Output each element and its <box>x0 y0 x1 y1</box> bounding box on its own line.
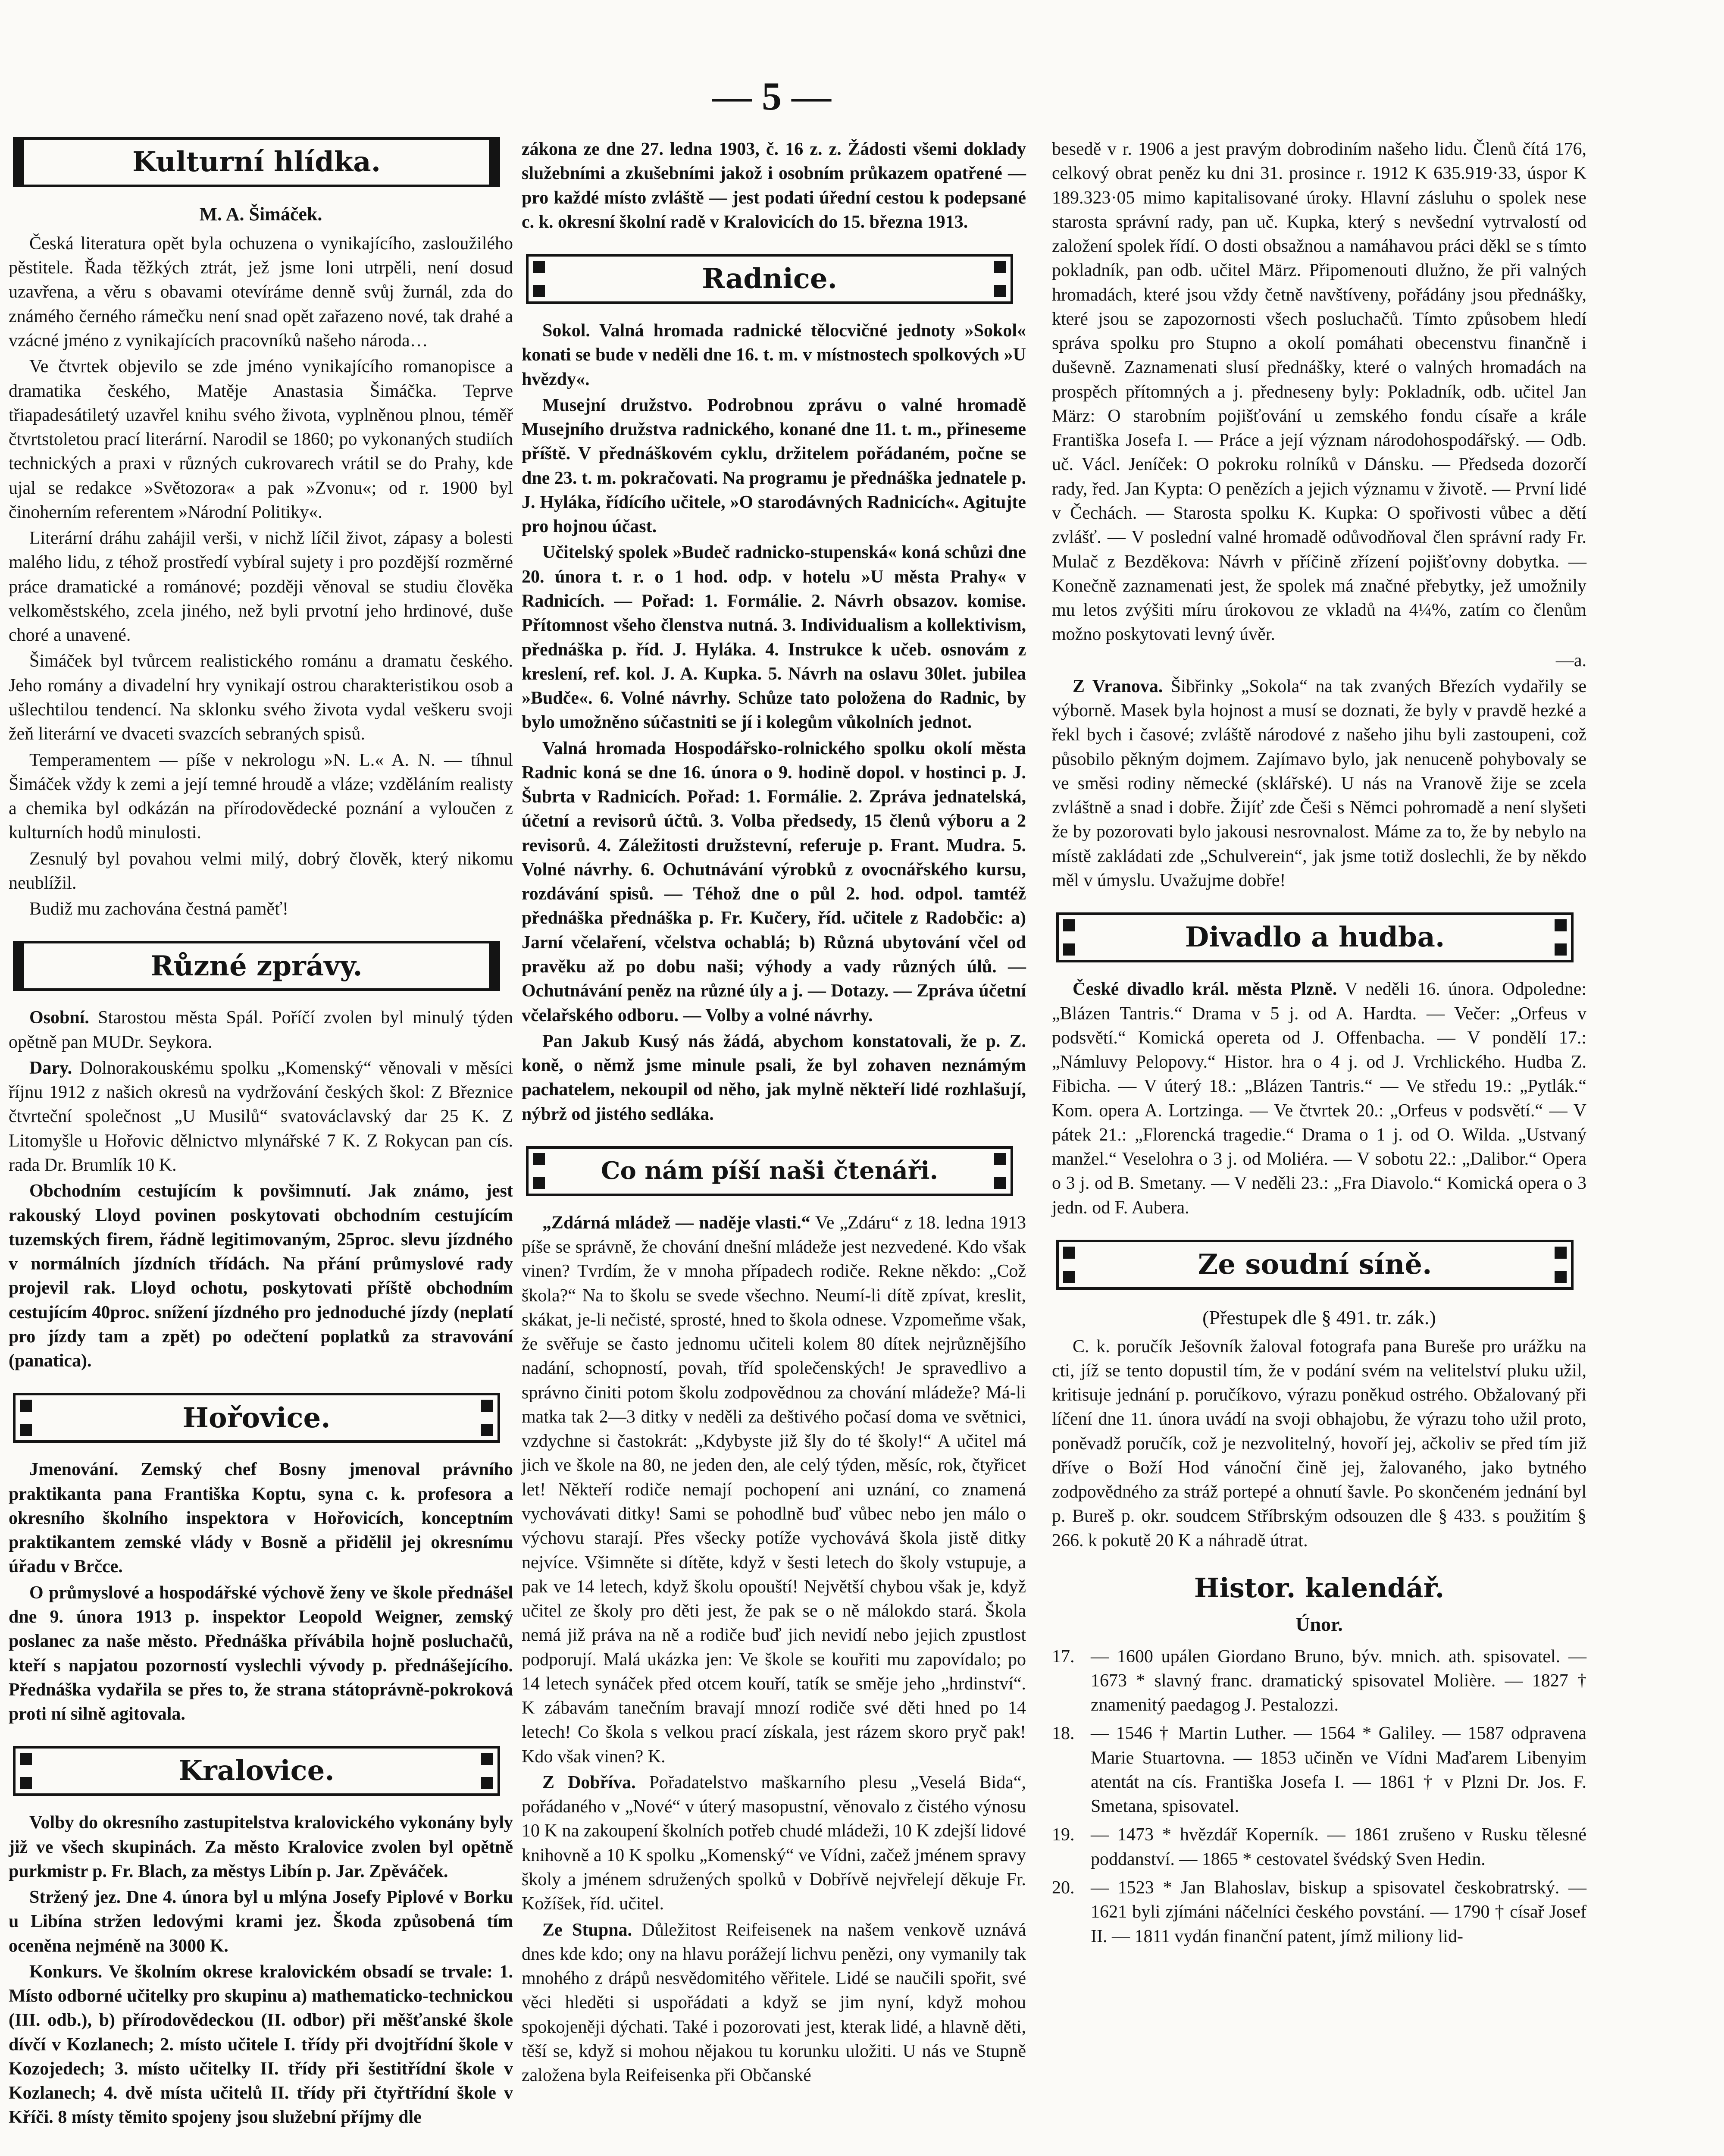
news-item: Musejní družstvo. Podrobnou zprávu o valné hromadě Musejního družstva radnického, konané dne 11. t. m., přineseme příště. V přednáškovém cyklu, držitelem pořádaném, počne se dne 23. t. m. pokračovati. Na programu je přednáška jednatele p. J. Hyláka, řídícího učitele, »O starodávných Radnicích«. Agitujte pro hojnou účast. <box>522 395 1026 537</box>
section-header-ruzne <box>13 941 500 991</box>
paragraph: zákona ze dne 27. ledna 1903, č. 16 z. z. Žádosti všemi doklady služebními a zkušebními jakož i osobním průkazem opatřené — pro každé místo zvláště — jest podati úřední cestou k podepsané c. k. okresní školní radě v Kralovicích do 15. března 1913. <box>522 139 1026 232</box>
calendar-entry: 20. — 1523 * Jan Blahoslav, biskup a spisovatel českobratrský. — 1621 byli zjímáni náčelníci českého povstání. — 1790 † císař Josef II. — 1811 vydán finanční patent, jímž miliony lid- <box>1052 1878 1586 1946</box>
paragraph: Česká literatura opět byla ochuzena o vynikajícího, zasloužilého pěstitele. Řada těžkých ztrát, jež jsme loni utrpěli, není dosud uzavřena, a věru s obavami otevíráme denně svůj žurnál, zda do známého černého rámečku není snad opět zařazeno nové, tak drahé a vzácné jméno z vynikajících pracovníků našeho národa… <box>9 233 513 351</box>
section-title: Ze soudní síně. <box>1198 1248 1432 1281</box>
subheading: (Přestupek dle § 491. tr. zák.) <box>1202 1306 1436 1329</box>
news-item: České divadlo král. města Plzně. V neděli 16. února. Odpoledne: „Blázen Tantris.“ Drama v 5 j. od A. Hardta. — Večer: „Orfeus v podsvětí.“ Komická opereta od J. Offenbacha. — V pondělí 17.: „Námluvy Pelopovy.“ Histor. hra o 4 j. od J. Vrchlického. Hudba Z. Fibicha. — V úterý 18.: „Blázen Tantris.“ — Ve středu 19.: „Pytlák.“ Kom. opera A. Lortzinga. — Ve čtvrtek 20.: „Orfeus v podsvětí.“ — V pátek 21.: „Florencká tragedie.“ Drama o 1 j. od O. Wilda. „Ustvaný manžel.“ Veselohra o 3 j. od Moliéra. — V sobotu 22.: „Dalibor.“ Opera o 3 j. od B. Smetany. — V neděli 23.: „Fra Diavolo.“ Komická opera o 3 jedn. od F. Aubera. <box>1052 979 1587 1218</box>
calendar-title: Histor. kalendář. <box>1194 1572 1445 1604</box>
news-item: Dary. Dolnorakouskému spolku „Komenský“ věnovali v měsíci říjnu 1912 z našich okresů na vydržování českých škol: Z Březnice čtvrteční společnost „U Musilů“ svatováclavský dar 25 K. Z Litomyšle u Hořovic dělnictvo mlynářské 7 K. Z Rokycan pan cís. rada Dr. Brumlík 10 K. <box>9 1058 513 1175</box>
signature: —a. <box>1555 650 1586 671</box>
news-item: Z Vranova. Šibřinky „Sokola“ na tak zvaných Březích vydařily se výborně. Masek byla hojnost a musí se doznati, že byly v pravdě hezké a řekl bych i časové; zvláště národové z našeho jihu byli zastoupeni, což působilo pěkným dojmem. Zajímavo bylo, jak nenuceně pohybovaly se ve směsi rodiny německé (sklářské). U nás na Vranově žije se zcela zvláštně a snad i dobře. Žijíť zde Češi s Němci pohromadě a není slyšeti že by pozorovati bylo jakousi nesrovnalost. Máme za to, že by nebylo na místě zakládati zde „Schulverein“, jak jsme totiž doslechli, že by někdo měl v úmyslu. Uvažujme dobře! <box>1052 676 1587 890</box>
calendar-month: Únor. <box>1295 1613 1343 1635</box>
paragraph: Literární dráhu zahájil verši, v nichž líčil život, zápasy a bolesti malého lidu, z téhož prostředí vybíral sujety i pro pozdější rozměrné práce dramatické a románové; později věnoval se studiu člověka velkoměstského, zcela jiného, než byli prvotní jeho hrdinové, duše choré a unavené. <box>9 528 513 646</box>
section-header-kralovice <box>13 1746 500 1796</box>
news-item: Volby do okresního zastupitelstva kralovického vykonány byly již ve všech skupinách. Za město Kralovice zvolen byl opětně purkmistr p. Fr. Blach, za městys Libín p. Jar. Zpěváček. <box>9 1813 513 1881</box>
column-2 <box>522 137 1026 2089</box>
section-title: Radnice. <box>702 263 837 295</box>
paragraph: Ve čtvrtek objevilo se zde jméno vynikajícího romanopisce a dramatika českého, Matěje Anastasia Šimáčka. Teprve třiapadesátiletý uzavřel knihu svého života, vyplněnou plnou, téměř čtvrtstoletou prací literární. Narodil se 1860; po vykonaných studiích technických a praxi v různých cukrovarech vrátil se do Prahy, kde ujal se redakce »Světozora« a pak »Zvonu«; od r. 1900 byl činoherním referentem »Národní Politiky«. <box>9 357 513 522</box>
column-3 <box>1052 137 1586 1953</box>
section-title: Hořovice. <box>182 1401 331 1434</box>
section-header-kulturni <box>13 137 500 187</box>
news-item: Obchodním cestujícím k povšimnutí. Jak známo, jest rakouský Lloyd povinen poskytovati obchodním cestujícím tuzemských firem, řádně legitimovaným, 25proc. slevu jízdného v normálních jízdních třídách. Na přání průmyslové rady projevil rak. Lloyd ochotu, poskytovati příště obchodním cestujícím 40proc. snížení jízdného pro jednoduché jízdy (neplatí pro jízdy tam a zpět) po odečtení poplatků za stravování (panatica). <box>9 1181 513 1371</box>
paragraph: Budiž mu zachována čestná paměť! <box>29 899 289 919</box>
column-1 <box>9 137 513 2131</box>
calendar-entry: 17. — 1600 upálen Giordano Bruno, býv. mnich. ath. spisovatel. — 1673 * slavný franc. dramatický spisovatel Molière. — 1827 † znamenitý paedagog J. Pestalozzi. <box>1052 1646 1586 1715</box>
news-item: O průmyslové a hospodářské výchově ženy ve škole přednášel dne 9. února 1913 p. inspektor Leopold Weigner, zemský poslanec za naše město. Přednáška přívábila hojně posluchačů, kteří s napjatou pozorností vyslechli vývody p. přednášejícího. Přednáška vydařila se přes to, že strana státoprávně-pokroková proti ní silně agitovala. <box>9 1583 513 1724</box>
paragraph: C. k. poručík Ješovník žaloval fotografa pana Bureše pro urážku na cti, jíž se tento dopustil tím, že v podání svém na velitelství pluku užil, kritisuje jednání p. poručíkovo, výrazu poněkud ostrého. Obžalovaný při líčení dne 11. února uvádí na svoji obhajobu, že výrazu toho užil proto, poněvadž poručík, což je nezvolitelný, hovoří jej, ačkoliv se před tím již dříve o Boží Hod vánoční čině jej, žalovaného, jako bytného zodpovědného za stráž portepé a ohnutí šavle. Po skončeném jednání byl p. Bureš p. okr. soudcem Stříbrským odsouzen dle § 433. s použitím § 266. k pokutě 20 K a náhradě útrat. <box>1052 1336 1586 1551</box>
calendar-entry: 18. — 1546 † Martin Luther. — 1564 * Galiley. — 1587 odpravena Marie Stuartovna. — 1853 učiněn ve Vídni Maďarem Libenyim atentát na cís. Františka Josefa I. — 1861 † v Plzni Dr. Jos. F. Smetana, spisovatel. <box>1052 1724 1586 1817</box>
section-header-soud <box>1056 1240 1574 1290</box>
section-title: Divadlo a hudba. <box>1185 921 1445 954</box>
section-header-divadlo <box>1056 912 1574 962</box>
section-header-radnice <box>526 254 1013 304</box>
news-item: Ze Stupna. Důležitost Reifeisenek na našem venkově uznává dnes kde kdo; ony na hlavu porážejí lichvu penězi, ony vymanily tak mnohého z drápů nesvědomitého věřitele. Lidé se naučili spořit, své věci hleděti si uspořádati a když se jim nyní, když mohou spokojeněji dýchati. Také i pozorovati jest, kterak lidé, a hlavně děti, těší se, když si mohou nějakou tu korunku uložiti. U nás ve Stupně založena byla Reifeisenka při Občanské <box>522 1920 1026 2086</box>
section-title: Kralovice. <box>178 1755 335 1787</box>
paragraph: Temperamentem — píše v nekrologu »N. L.« A. N. — tíhnul Šimáček vždy k zemi a její temné hroudě a vláze; vzděláním realisty a chemika byl odkázán na přírodovědecké poznání a vyloučen z kulturních hodů minulosti. <box>9 750 513 843</box>
paragraph: besedě v r. 1906 a jest pravým dobrodiním našeho lidu. Členů čítá 176, celkový obrat peněz ku dni 31. prosince r. 1912 K 635.919·33, úspor K 189.323·05 mimo kapitalisované úroky. Hlavní zásluhu o spolek nese starosta správní rady, pan uč. Kupka, který s nevšední vytrvalostí od založení spolek řídí. O dosti obsažnou a namáhavou práci děkl se s tímto pokladník, pan odb. učitel März. Připomenouti dlužno, že při valných hromadách, které jsou vždy četně navštíveny, pořádány jsou přednášky, které jsou se zapozornosti všech posluchačů. Tímto způsobem hledí správa spolku pro Stupno a okolí pomáhati obecenstvu finančně i duševně. Zaznamenati slusí přednášky, které o valných hromadách na prospěch přítomných a j. předneseny byly: Pokladník, odb. učitel Jan März: O starobním pojišťování u zemského fondu císaře a krále Františka Josefa I. — Práce a její význam národohospodářský. — Odb. uč. Václ. Jeníček: O pokroku rolníků v Dánsku. — Předseda dozorčí rady, řed. Jan Kypta: O penězích a jejich významu v životě. — První lidé v Čechách. — Starosta spolku K. Kupka: O spořivosti vůbec a dětí zvlášť. — V poslední valné hromadě odůvodňoval člen správní rady Fr. Mulač z Bezděkova: Návrh v příčině zřízení pojišťovny dobytka. — Konečně zaznamenati jest, že spolek má značné přebytky, jež umožnily mu letos zvýšiti míru úrokovou ze vkladů na 4¼%, zatím co členům možno poskytovati levný úvěr. <box>1052 139 1586 645</box>
news-item: Valná hromada Hospodářsko-rolnického spolku okolí města Radnic koná se dne 16. února o 9. hodině dopol. v hostinci p. J. Šubrta v Radnicích. Pořad: 1. Formálie. 2. Zpráva jednatelská, účetní a revisorů účtů. 3. Volba předsedy, 15 členů výboru a 2 revisorů. 4. Záležitosti družstevní, referuje p. Frant. Mudra. 5. Volné návrhy. 6. Ochutnávání výrobků z ovocnářského kursu, rozdávání spisů. — Téhož dne o půl 2. hod. odpol. tamtéž přednáška přednáška p. Fr. Kučery, říd. učitele z Radobčic: a) Jarní včelaření, včelstva ochablá; b) Různá ubytování včel od pravěku až po dobu naši; výhody a vady různých úlů. — Ochutnávání peněz na různé úly a j. — Dotazy. — Zpráva účetní včelařského odboru. — Volby a volné návrhy. <box>522 738 1026 1025</box>
calendar-entry: 19. — 1473 * hvězdář Koperník. — 1861 zrušeno v Rusku tělesné poddanství. — 1865 * cestovatel švédský Sven Hedin. <box>1052 1825 1586 1869</box>
news-item: Jmenování. Zemský chef Bosny jmenoval právního praktikanta pana Františka Koptu, syna c. k. profesora a okresního školního inspektora v Hořovicích, konceptním praktikantem zemské vlády v Bosně a přidělil jej okresnímu úřadu v Brčce. <box>9 1460 513 1577</box>
paragraph: Šimáček byl tvůrcem realistického románu a dramatu českého. Jeho romány a divadelní hry vynikají ostrou charakteristikou osob a ušlechtilou tendencí. Na sklonku svého života vydal veškeru svoji žeň literární ve dvaceti svazcích sebraných spisů. <box>9 651 513 744</box>
section-title: Kulturní hlídka. <box>132 146 381 179</box>
news-item: Pan Jakub Kusý nás žádá, abychom konstatovali, že p. Z. koně, o němž jsme minule psali, že byl zohaven neznámým pachatelem, nekoupil od něho, jak mylně někteří lidé rozhlašují, nýbrž od jistého sedláka. <box>522 1031 1026 1124</box>
section-header-horovice <box>13 1393 500 1443</box>
news-item: Stržený jez. Dne 4. února byl u mlýna Josefy Piplové v Borku u Libína stržen ledovými krami jez. Škoda způsobená tím oceněna nejméně na 3000 K. <box>9 1887 513 1956</box>
news-item: Sokol. Valná hromada radnické tělocvičné jednoty »Sokol« konati se bude v neděli dne 16. t. m. v místnostech spolkových »U hvězdy«. <box>522 321 1026 389</box>
section-title: Různé zprávy. <box>150 950 363 982</box>
page-number: — 5 — <box>712 74 831 118</box>
news-item: „Zdárná mládež — naděje vlasti.“ Ve „Zdáru“ z 18. ledna 1913 píše se správně, že chování dnešní mládeže jest nezvedené. Kdo však vinen? Tvrdím, že v mnoha případech rodiče. Rekne někdo: „Což škola?“ Na to školu se svede všechno. Neumí-li dítě zpívat, kreslit, skákat, je-li nečisté, sprosté, hned to škola odnese. Vzpomeňme však, že svěřuje se často jednomu učiteli kolem 80 dítek nejrůznějšího nadání, schopností, povah, tříd společenských! Je spravedlivo a správno činiti potom školu zodpovědnou za chování mládeže? Má-li matka tak 2—3 ditky v neděli za deštivého počasí doma ve světnici, vzdychne si častokrát: „Kdybyste již šly do té školy!“ A učitel má jich ve škole na 80, ne jeden den, ale celý týden, měsíc, rok, čtyřicet let! Někteří rodiče nemají pochopení ani uznání, co znamená vychovávati ditky! Sami se pohodlně buď vůbec nebo jen málo o výchovu starají. Přes všecky potíže vychovává škola jistě ditky nejvíce. Všimněte si dítěte, když v šesti letech do školy vstupuje, a pak ve 14 letech, když školu opouští! Největší chybou však je, když učitel ze školy pro děti jest, že pak se o ně málokdo stará. Škola nemá již práva na ně a rodiče buď jich nevidí nebo jejich zpustlost podporují. Malá ukázka jen: Ve škole se kouřiti mu zapovídalo; po 14 letech synáček před otcem kouří, tatík se směje jeho „hrdinství“. K zábavám tanečním bravají mnozí rodiče své děti hned po 14 letech! Co škola s velkou prací získala, jest rázem skoro pryč pak! Kdo však vinen? K. <box>522 1213 1026 1767</box>
article-byline: M. A. Šimáček. <box>199 204 322 225</box>
news-item: Osobní. Starostou města Spál. Poříčí zvolen byl minulý týden opětně pan MUDr. Seykora. <box>9 1008 513 1052</box>
paragraph: Zesnulý byl povahou velmi milý, dobrý člověk, který nikomu neublížil. <box>9 849 513 893</box>
news-item: Konkurs. Ve školním okrese kralovickém obsadí se trvale: 1. Místo odborné učitelky pro skupinu a) mathematicko-technickou (III. odb.), b) přírodovědeckou (II. odbor) při měšťanské škole dívčí v Kozlanech; 2. místo učitele I. třídy při dvojtřídní škole v Kozojedech; 3. místo učitelky II. třídy při šestitřídní škole v Kozlanech; 4. dvě místa učitelů II. třídy při čtyřtřídní škole v Kříči. 8 místy těmito spojeny jsou služební příjmy dle <box>9 1962 513 2128</box>
news-item: Učitelský spolek »Budeč radnicko-stupenská« koná schůzi dne 20. února t. r. o 1 hod. odp. v hotelu »U města Prahy« v Radnicích. — Pořad: 1. Formálie. 2. Návrh obsazov. komise. Přítomnost všeho členstva nutná. 3. Individualism a kollektivism, přednáška p. říd. J. Hyláka. 4. Instrukce k učeb. osnovám z kreslení, ref. kol. J. A. Kupka. 5. Návrh na oslavu 30let. jubilea »Budče«. 6. Volné návrhy. Schůze tato položena do Radnic, by bylo umožněno súčastniti se jí i kolegům vůkolních jednot. <box>522 542 1026 733</box>
section-header-ctenari <box>526 1146 1013 1196</box>
news-item: Z Dobříva. Pořadatelstvo maškarního plesu „Veselá Bida“, pořádaného v „Nové“ v úterý masopustní, věnovalo z čistého výnosu 10 K na zakoupení školních potřeb chudé mládeži, 10 K zdejší lidové knihovně a 10 K spolku „Komenský“ ve Vídni, začež jménem spravy školy a jménem sdružených spolků v Dobřívě nejvřelejí děkuje Fr. Kožíšek, říd. učitel. <box>522 1772 1026 1914</box>
section-title: Co nám píší naši čtenáři. <box>601 1156 939 1185</box>
